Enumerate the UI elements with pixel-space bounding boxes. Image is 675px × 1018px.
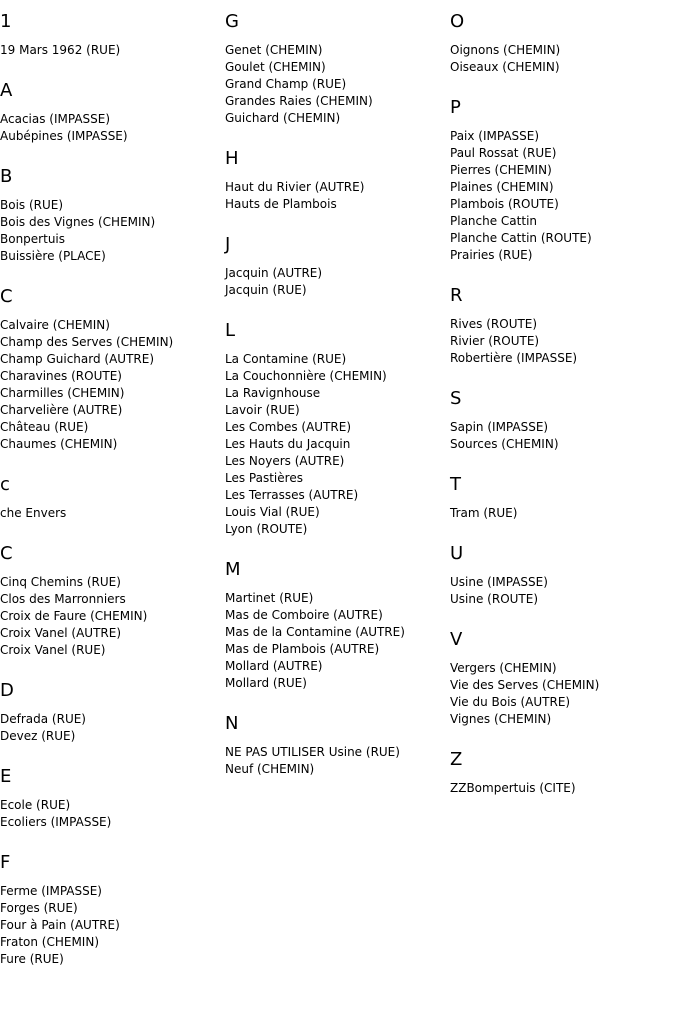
letter-heading: N xyxy=(225,713,239,734)
street-link[interactable]: Devez (RUE) xyxy=(0,729,76,743)
street-link[interactable]: Vie du Bois (AUTRE) xyxy=(450,695,571,709)
street-link[interactable]: La Contamine (RUE) xyxy=(225,352,347,366)
street-link[interactable]: Pierres (CHEMIN) xyxy=(450,163,552,177)
street-link[interactable]: Ecoliers (IMPASSE) xyxy=(0,815,112,829)
street-link[interactable]: Charavines (ROUTE) xyxy=(0,369,122,383)
letter-group xyxy=(450,387,674,453)
letter-group xyxy=(450,628,674,728)
letter-heading: R xyxy=(450,285,463,306)
letter-group xyxy=(450,284,674,367)
letter-heading: B xyxy=(0,166,13,187)
street-list xyxy=(225,42,449,127)
street-list xyxy=(0,797,224,831)
street-list xyxy=(0,317,224,453)
street-link[interactable]: Croix Vanel (RUE) xyxy=(0,643,106,657)
letter-group xyxy=(0,679,224,745)
street-link[interactable]: Mas de Comboire (AUTRE) xyxy=(225,608,383,622)
street-link[interactable]: Les Noyers (AUTRE) xyxy=(225,454,345,468)
street-link[interactable]: Mas de la Contamine (AUTRE) xyxy=(225,625,405,639)
street-list xyxy=(0,505,224,522)
street-list xyxy=(450,42,674,76)
letter-heading: Z xyxy=(450,749,463,770)
street-link[interactable]: NE PAS UTILISER Usine (RUE) xyxy=(225,745,400,759)
street-list xyxy=(450,419,674,453)
street-link[interactable]: Paul Rossat (RUE) xyxy=(450,146,557,160)
letter-group xyxy=(0,851,224,968)
street-list xyxy=(450,505,674,522)
street-link[interactable]: Buissière (PLACE) xyxy=(0,249,106,263)
street-link[interactable]: Rives (ROUTE) xyxy=(450,317,538,331)
letter-group xyxy=(450,542,674,608)
street-link[interactable]: Robertière (IMPASSE) xyxy=(450,351,578,365)
street-link[interactable]: Tram (RUE) xyxy=(450,506,518,520)
street-link[interactable]: Ecole (RUE) xyxy=(0,798,71,812)
letter-group xyxy=(450,748,674,797)
street-link[interactable]: ZZBompertuis (CITE) xyxy=(450,781,576,795)
letter-group xyxy=(450,473,674,522)
letter-group xyxy=(225,558,449,692)
letter-group xyxy=(225,712,449,778)
street-link[interactable]: Bois (RUE) xyxy=(0,198,64,212)
letter-heading: P xyxy=(450,97,461,118)
street-link[interactable]: Neuf (CHEMIN) xyxy=(225,762,315,776)
street-link[interactable]: Clos des Marronniers xyxy=(0,592,126,606)
letter-heading: S xyxy=(450,388,462,409)
street-index-column-1 xyxy=(0,10,224,988)
street-link[interactable]: Mas de Plambois (AUTRE) xyxy=(225,642,380,656)
letter-group xyxy=(225,10,449,127)
street-link[interactable]: Plaines (CHEMIN) xyxy=(450,180,554,194)
letter-group xyxy=(0,473,224,522)
letter-heading: T xyxy=(450,474,461,495)
street-link[interactable]: Calvaire (CHEMIN) xyxy=(0,318,110,332)
street-link[interactable]: Forges (RUE) xyxy=(0,901,78,915)
street-link[interactable]: Usine (ROUTE) xyxy=(450,592,539,606)
street-link[interactable]: Vie des Serves (CHEMIN) xyxy=(450,678,600,692)
street-list xyxy=(450,128,674,264)
street-link[interactable]: Les Hauts du Jacquin xyxy=(225,437,351,451)
letter-heading: C xyxy=(0,543,13,564)
street-link[interactable]: Four à Pain (AUTRE) xyxy=(0,918,120,932)
street-list xyxy=(225,265,449,299)
street-link[interactable]: Sources (CHEMIN) xyxy=(450,437,559,451)
letter-heading: U xyxy=(450,543,464,564)
street-link[interactable]: Hauts de Plambois xyxy=(225,197,337,211)
street-list xyxy=(0,574,224,659)
street-link[interactable]: Lavoir (RUE) xyxy=(225,403,300,417)
street-link[interactable]: Martinet (RUE) xyxy=(225,591,314,605)
street-link[interactable]: Prairies (RUE) xyxy=(450,248,533,262)
letter-heading: C xyxy=(0,286,13,307)
street-link[interactable]: Les Combes (AUTRE) xyxy=(225,420,352,434)
letter-group xyxy=(225,233,449,299)
street-link[interactable]: La Couchonnière (CHEMIN) xyxy=(225,369,387,383)
street-list xyxy=(450,574,674,608)
letter-heading: L xyxy=(225,320,236,341)
street-link[interactable]: Bois des Vignes (CHEMIN) xyxy=(0,215,156,229)
letter-group xyxy=(225,147,449,213)
street-list xyxy=(450,316,674,367)
street-link[interactable]: che Envers xyxy=(0,506,67,520)
street-link[interactable]: 19 Mars 1962 (RUE) xyxy=(0,43,121,57)
street-link[interactable]: Haut du Rivier (AUTRE) xyxy=(225,180,365,194)
street-link[interactable]: La Ravignhouse xyxy=(225,386,321,400)
street-list xyxy=(450,780,674,797)
street-link[interactable]: Goulet (CHEMIN) xyxy=(225,60,326,74)
letter-heading: A xyxy=(0,80,13,101)
street-link[interactable]: Charmilles (CHEMIN) xyxy=(0,386,125,400)
street-link[interactable]: Guichard (CHEMIN) xyxy=(225,111,341,125)
street-link[interactable]: Château (RUE) xyxy=(0,420,89,434)
street-list xyxy=(0,883,224,968)
street-link[interactable]: Vignes (CHEMIN) xyxy=(450,712,552,726)
letter-heading: F xyxy=(0,852,11,873)
street-link[interactable]: Sapin (IMPASSE) xyxy=(450,420,549,434)
street-link[interactable]: Oignons (CHEMIN) xyxy=(450,43,561,57)
letter-heading: c xyxy=(0,474,10,495)
street-link[interactable]: Champ des Serves (CHEMIN) xyxy=(0,335,174,349)
street-link[interactable]: Genet (CHEMIN) xyxy=(225,43,323,57)
street-link[interactable]: Plambois (ROUTE) xyxy=(450,197,559,211)
letter-group xyxy=(225,319,449,538)
street-link[interactable]: Paix (IMPASSE) xyxy=(450,129,540,143)
street-link[interactable]: Croix de Faure (CHEMIN) xyxy=(0,609,148,623)
street-link[interactable]: Les Terrasses (AUTRE) xyxy=(225,488,359,502)
street-link[interactable]: Champ Guichard (AUTRE) xyxy=(0,352,155,366)
letter-group xyxy=(450,96,674,264)
street-link[interactable]: Planche Cattin (ROUTE) xyxy=(450,231,592,245)
street-link[interactable]: Mollard (AUTRE) xyxy=(225,659,323,673)
street-link[interactable]: Lyon (ROUTE) xyxy=(225,522,308,536)
letter-group xyxy=(0,10,224,59)
street-link[interactable]: Fraton (CHEMIN) xyxy=(0,935,99,949)
street-link[interactable]: Fure (RUE) xyxy=(0,952,64,966)
street-link[interactable]: Jacquin (RUE) xyxy=(225,283,307,297)
letter-heading: V xyxy=(450,629,463,650)
street-link[interactable]: Ferme (IMPASSE) xyxy=(0,884,102,898)
street-link[interactable]: Chaumes (CHEMIN) xyxy=(0,437,118,451)
street-link[interactable]: Jacquin (AUTRE) xyxy=(225,266,323,280)
street-index-column-3 xyxy=(450,10,674,817)
street-link[interactable]: Louis Vial (RUE) xyxy=(225,505,320,519)
letter-group xyxy=(0,542,224,659)
street-link[interactable]: Acacias (IMPASSE) xyxy=(0,112,111,126)
letter-group xyxy=(0,765,224,831)
street-list xyxy=(225,351,449,538)
letter-group xyxy=(0,165,224,265)
letter-heading: G xyxy=(225,11,239,32)
street-link[interactable]: Usine (IMPASSE) xyxy=(450,575,548,589)
street-list xyxy=(225,744,449,778)
street-list xyxy=(0,197,224,265)
street-link[interactable]: Rivier (ROUTE) xyxy=(450,334,540,348)
street-list xyxy=(450,660,674,728)
street-list xyxy=(225,179,449,213)
street-link[interactable]: Aubépines (IMPASSE) xyxy=(0,129,128,143)
letter-group xyxy=(0,285,224,453)
street-link[interactable]: Planche Cattin xyxy=(450,214,538,228)
street-link[interactable]: Defrada (RUE) xyxy=(0,712,86,726)
street-link[interactable]: Bonpertuis xyxy=(0,232,66,246)
street-link[interactable]: Les Pastières xyxy=(225,471,303,485)
street-link[interactable]: Grandes Raies (CHEMIN) xyxy=(225,94,373,108)
letter-group xyxy=(0,79,224,145)
street-list xyxy=(225,590,449,692)
letter-group xyxy=(450,10,674,76)
letter-heading: J xyxy=(225,234,231,255)
street-link[interactable]: Charvelière (AUTRE) xyxy=(0,403,123,417)
letter-heading: 1 xyxy=(0,11,12,32)
letter-heading: M xyxy=(225,559,241,580)
street-list xyxy=(0,711,224,745)
street-link[interactable]: Vergers (CHEMIN) xyxy=(450,661,557,675)
street-list xyxy=(0,42,224,59)
letter-heading: O xyxy=(450,11,465,32)
street-link[interactable]: Oiseaux (CHEMIN) xyxy=(450,60,560,74)
letter-heading: D xyxy=(0,680,14,701)
street-link[interactable]: Grand Champ (RUE) xyxy=(225,77,347,91)
street-index-column-2 xyxy=(225,10,449,798)
street-link[interactable]: Cinq Chemins (RUE) xyxy=(0,575,121,589)
street-link[interactable]: Mollard (RUE) xyxy=(225,676,307,690)
street-list xyxy=(0,111,224,145)
letter-heading: E xyxy=(0,766,12,787)
letter-heading: H xyxy=(225,148,239,169)
street-link[interactable]: Croix Vanel (AUTRE) xyxy=(0,626,122,640)
